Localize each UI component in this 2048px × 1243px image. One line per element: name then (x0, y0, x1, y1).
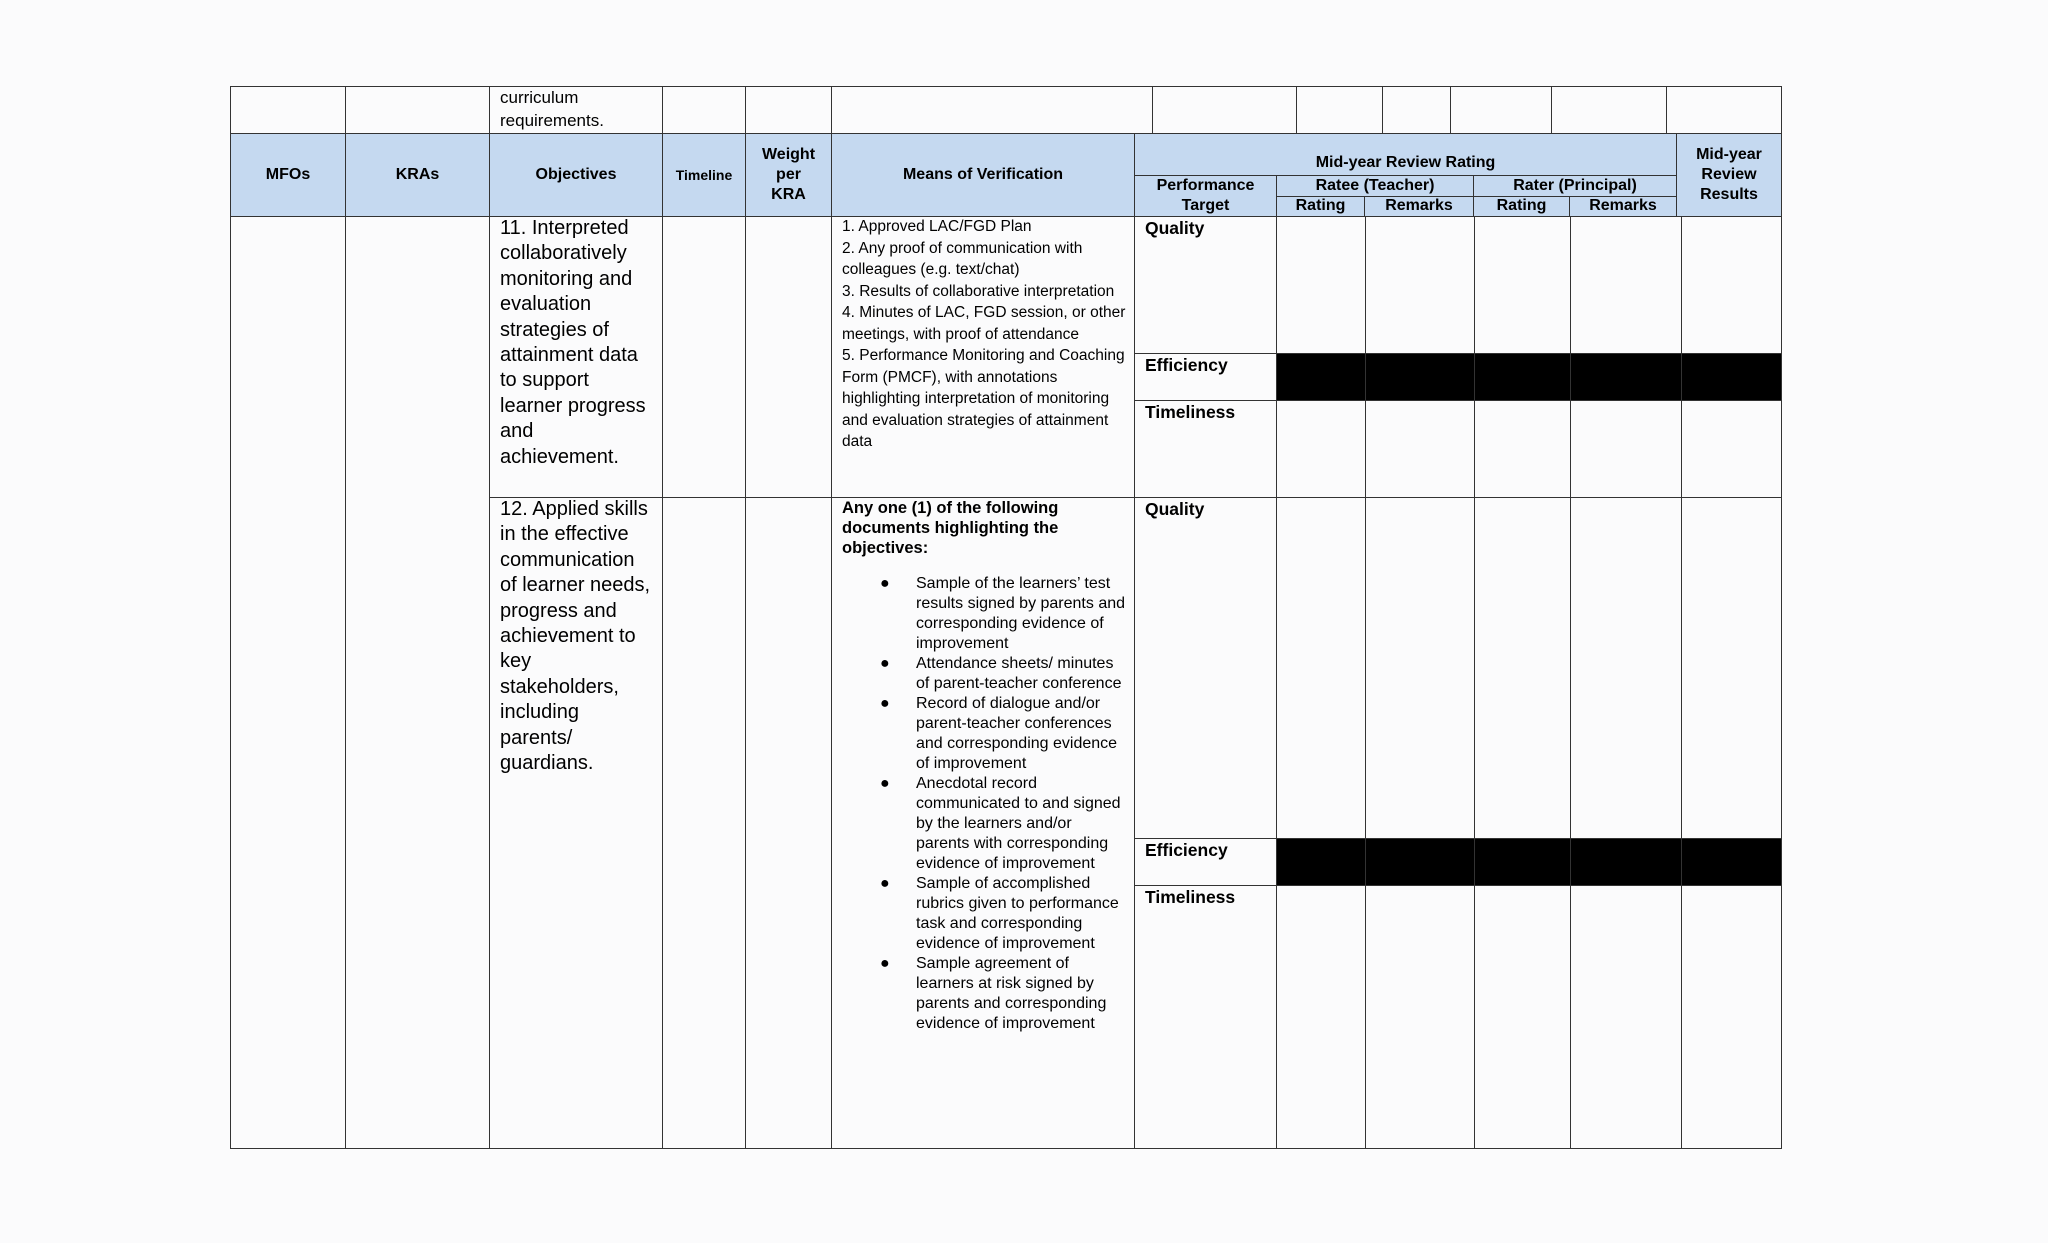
header-rater-principal: Rater (Principal) (1513, 176, 1637, 194)
mov-bullet: ● Record of dialogue and/or parent-teacher conferences and corresponding evidence of improvement (880, 695, 1118, 772)
header-performance-target: Performance Target (1156, 176, 1255, 214)
bullet-icon: ● (880, 875, 890, 892)
mov-item: 1. Approved LAC/FGD Plan (842, 218, 1032, 235)
header-ratee-teacher: Ratee (Teacher) (1315, 176, 1435, 194)
mov-item: 2. Any proof of communication with colleagues (e.g. text/chat) (842, 239, 1083, 278)
objective-12: 12. Applied skills in the effective communication of learner needs, progress and achievement to key stakeholders, including parents/ guardians. (500, 498, 651, 775)
bullet-icon: ● (880, 955, 890, 972)
bullet-icon: ● (880, 695, 890, 712)
bullet-icon: ● (880, 575, 890, 592)
mov-bullet: ● Anecdotal record communicated to and signed by the learners and/or parents with corresponding evidence of improvement (880, 775, 1121, 872)
results-cell[interactable] (1682, 217, 1781, 353)
target-efficiency-12: Efficiency (1145, 840, 1228, 860)
means-of-verification-12 (842, 498, 1132, 1034)
ratee-rating-cell[interactable] (1277, 217, 1364, 353)
header-mid-year-review-results: Mid-year Review Results (1696, 146, 1762, 203)
target-timeliness-11: Timeliness (1145, 402, 1236, 422)
header-ratee-remarks: Remarks (1385, 197, 1453, 214)
rater-rating-cell[interactable] (1475, 217, 1570, 353)
header-mid-year-review-rating: Mid-year Review Rating (1315, 154, 1496, 171)
header-rater-rating: Rating (1496, 197, 1547, 214)
means-of-verification-11 (842, 216, 1132, 453)
header-means-of-verification: Means of Verification (902, 166, 1064, 183)
mov-bullet: ● Attendance sheets/ minutes of parent-teacher conference (880, 655, 1122, 692)
mov-item: 5. Performance Monitoring and Coaching Form (PMCF), with annotations highlighting interpretation of monitoring and evaluation strategies of attainment data (842, 347, 1125, 450)
header-kras: KRAs (395, 166, 440, 183)
efficiency-blackout-row-12 (1276, 838, 1781, 885)
top-row-objective-text: curriculum requirements. (500, 88, 604, 130)
objective-11: 11. Interpreted collaboratively monitoring and evaluation strategies of attainment data to support learner progress and achievement. (500, 217, 646, 468)
mov-bullet: ● Sample of the learners’ test results signed by parents and corresponding evidence of improvement (880, 575, 1126, 652)
header-mfos: MFOs (265, 166, 311, 183)
header-timeline: Timeline (675, 167, 733, 183)
mov-bullet: ● Sample of accomplished rubrics given to performance task and corresponding evidence of improvement (880, 875, 1119, 952)
header-rater-remarks: Remarks (1589, 197, 1657, 214)
target-quality-12: Quality (1145, 499, 1205, 519)
efficiency-blackout-row-11 (1276, 353, 1781, 400)
ratee-remarks-cell[interactable] (1366, 217, 1474, 353)
target-efficiency-11: Efficiency (1145, 355, 1228, 375)
rater-remarks-cell[interactable] (1571, 217, 1681, 353)
target-quality-11: Quality (1145, 218, 1205, 238)
mov-item: 3. Results of collaborative interpretation (842, 282, 1115, 300)
target-timeliness-12: Timeliness (1145, 887, 1236, 907)
header-objectives: Objectives (535, 166, 617, 183)
bullet-icon: ● (880, 775, 890, 792)
bullet-icon: ● (880, 655, 890, 672)
header-ratee-rating: Rating (1295, 197, 1346, 214)
mov-item: 4. Minutes of LAC, FGD session, or other meetings, with proof of attendance (842, 304, 1126, 343)
header-weight-per-kra: Weight per KRA (761, 146, 816, 203)
mov-bullet: ● Sample agreement of learners at risk signed by parents and corresponding evidence of improvement (880, 955, 1107, 1032)
mov-intro: Any one (1) of the following documents highlighting the objectives: (842, 499, 1059, 557)
